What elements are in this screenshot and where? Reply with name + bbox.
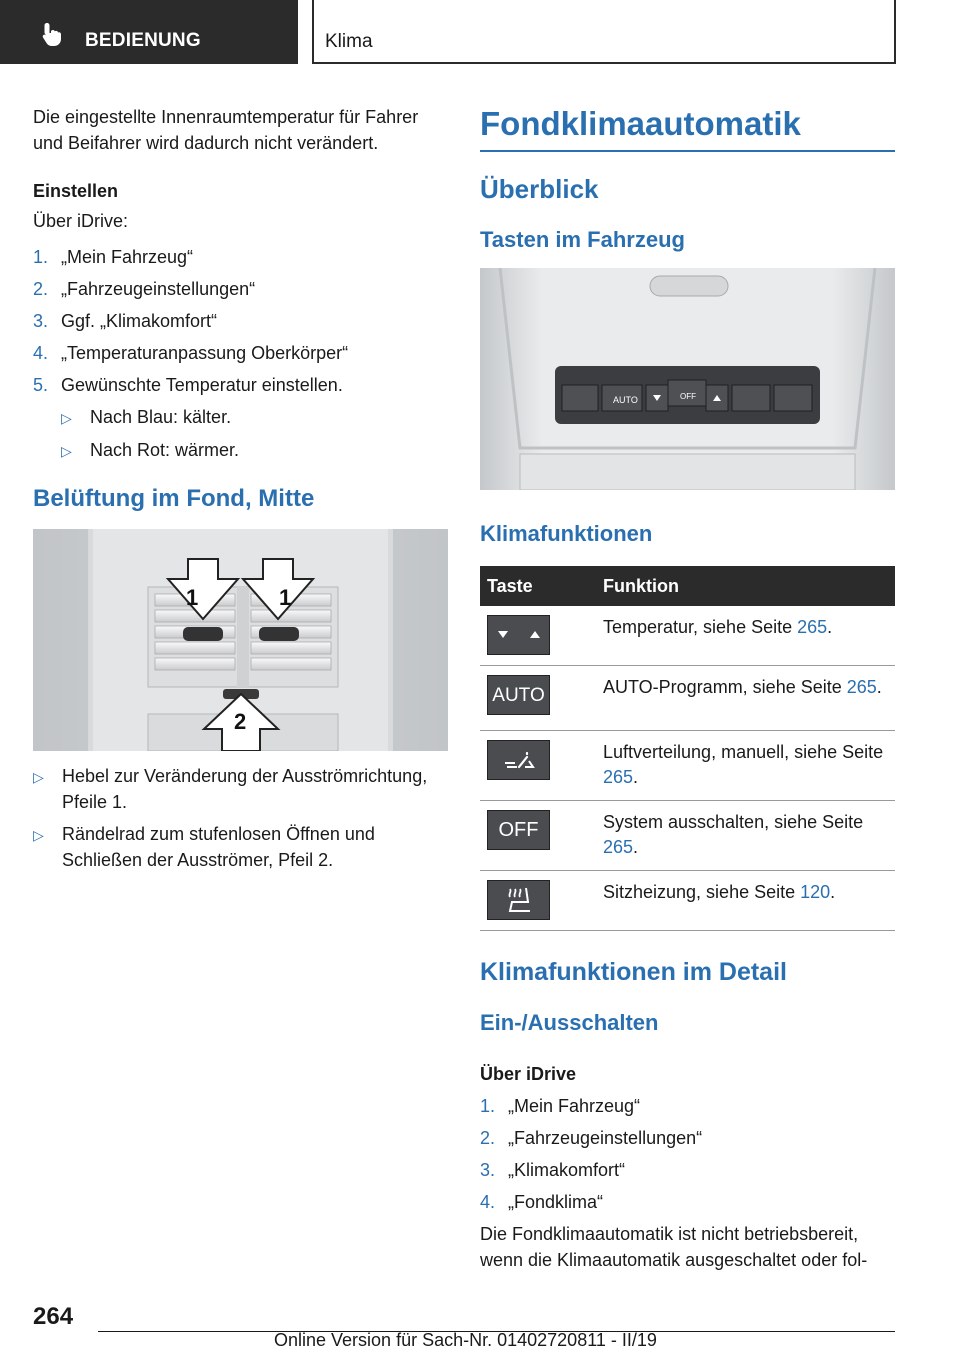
functions-heading: Klimafunktionen	[480, 521, 653, 546]
list-item: 1. „Mein Fahrzeug“	[33, 247, 194, 267]
list-item: 2. „Fahrzeugeinstellungen“	[33, 279, 256, 299]
page-number: 264	[33, 1303, 74, 1330]
hand-pointer-icon	[38, 20, 66, 48]
table-header-taste: Taste	[480, 566, 603, 606]
triangle-bullet-icon: ▷	[61, 410, 72, 426]
list-item: 5. Gewünschte Temperatur einstellen.	[33, 375, 343, 395]
buttons-heading: Tasten im Fahrzeug	[480, 227, 685, 252]
functions-table	[480, 566, 895, 931]
right-column	[480, 104, 895, 1273]
list-item: 2. „Fahrzeugeinstellungen“	[480, 1128, 703, 1148]
left-column	[33, 104, 448, 879]
list-item: 3. „Klimakomfort“	[480, 1160, 626, 1180]
list-item: 1. „Mein Fahrzeug“	[480, 1096, 641, 1116]
page-link[interactable]: 265	[846, 677, 877, 697]
table-row: Sitzheizung, siehe Seite 120.	[480, 871, 895, 931]
rear-control-panel-illustration	[480, 268, 895, 490]
via-idrive-label: Über iDrive:	[33, 211, 129, 231]
vent-label-1: 1	[186, 585, 199, 610]
onoff-heading: Ein-/Ausschalten	[480, 1010, 659, 1035]
page-link[interactable]: 265	[797, 617, 828, 637]
list-item: 3. Ggf. „Klimakomfort“	[33, 311, 218, 331]
temperature-arrows-icon	[487, 615, 550, 655]
list-item: ▷ Hebel zur Veränderung der Ausströmrichtung, Pfeile 1.	[33, 763, 448, 815]
table-header-row	[480, 566, 895, 606]
setting-heading: Einstellen	[33, 181, 119, 201]
vent-photo	[33, 529, 448, 751]
page-link[interactable]: 265	[603, 767, 634, 787]
table-row: AUTO AUTO-Programm, siehe Seite 265.	[480, 666, 895, 731]
triangle-bullet-icon: ▷	[61, 443, 72, 459]
off-icon: OFF	[487, 810, 550, 850]
table-row: OFF System ausschalten, siehe Seite 265.	[480, 801, 895, 871]
triangle-bullet-icon: ▷	[33, 827, 44, 843]
triangle-bullet-icon: ▷	[33, 769, 44, 785]
closing-paragraph: Die Fondklimaautomatik ist nicht betriebsbereit, wenn die Klimaautomatik ausgeschaltet oder fol-	[480, 1224, 868, 1270]
air-distribution-icon	[487, 740, 550, 780]
table-row: Temperatur, siehe Seite 265.	[480, 606, 895, 666]
page-link[interactable]: 265	[603, 837, 634, 857]
control-panel-photo	[480, 268, 895, 490]
table-row: Luftverteilung, manuell, siehe Seite 265.	[480, 731, 895, 801]
rear-vent-illustration	[33, 529, 448, 751]
detail-heading: Klimafunktionen im Detail	[480, 958, 787, 986]
header-section-tab	[0, 0, 298, 64]
list-item: 4. „Fondklima“	[480, 1192, 604, 1212]
auto-icon: AUTO	[487, 675, 550, 715]
panel-off-label: OFF	[680, 392, 696, 401]
seat-heating-icon	[487, 880, 550, 920]
vent-label-1: 1	[279, 585, 292, 610]
overview-heading: Überblick	[480, 174, 599, 204]
via-idrive-heading: Über iDrive	[480, 1064, 577, 1084]
list-item: ▷ Nach Rot: wärmer.	[61, 437, 448, 464]
vent-label-2: 2	[234, 709, 247, 734]
table-header-funktion: Funktion	[603, 566, 895, 606]
vent-heading: Belüftung im Fond, Mitte	[33, 485, 315, 512]
page-link[interactable]: 120	[800, 882, 831, 902]
list-item: ▷ Nach Blau: kälter.	[61, 404, 448, 431]
left-steps-list	[33, 244, 448, 398]
footer-online-version: Online Version für Sach-Nr. 01402720811 - II/19	[274, 1330, 657, 1350]
left-substeps-list	[61, 404, 448, 464]
panel-auto-label: AUTO	[613, 395, 638, 405]
vent-bullets-list	[33, 763, 448, 873]
header-section-label: BEDIENUNG	[85, 30, 201, 51]
list-item: ▷ Rändelrad zum stufenlosen Öffnen und Schließen der Ausströmer, Pfeil 2.	[33, 821, 448, 873]
header-chapter-box	[312, 0, 896, 64]
list-item: 4. „Temperaturanpassung Oberkörper“	[33, 343, 349, 363]
right-steps-list	[480, 1093, 895, 1215]
intro-paragraph: Die eingestellte Innenraumtemperatur für Fahrer und Beifahrer wird dadurch nicht verändert.	[33, 107, 419, 153]
header-chapter-label: Klima	[325, 31, 373, 52]
page-title: Fondklimaautomatik	[480, 104, 895, 152]
